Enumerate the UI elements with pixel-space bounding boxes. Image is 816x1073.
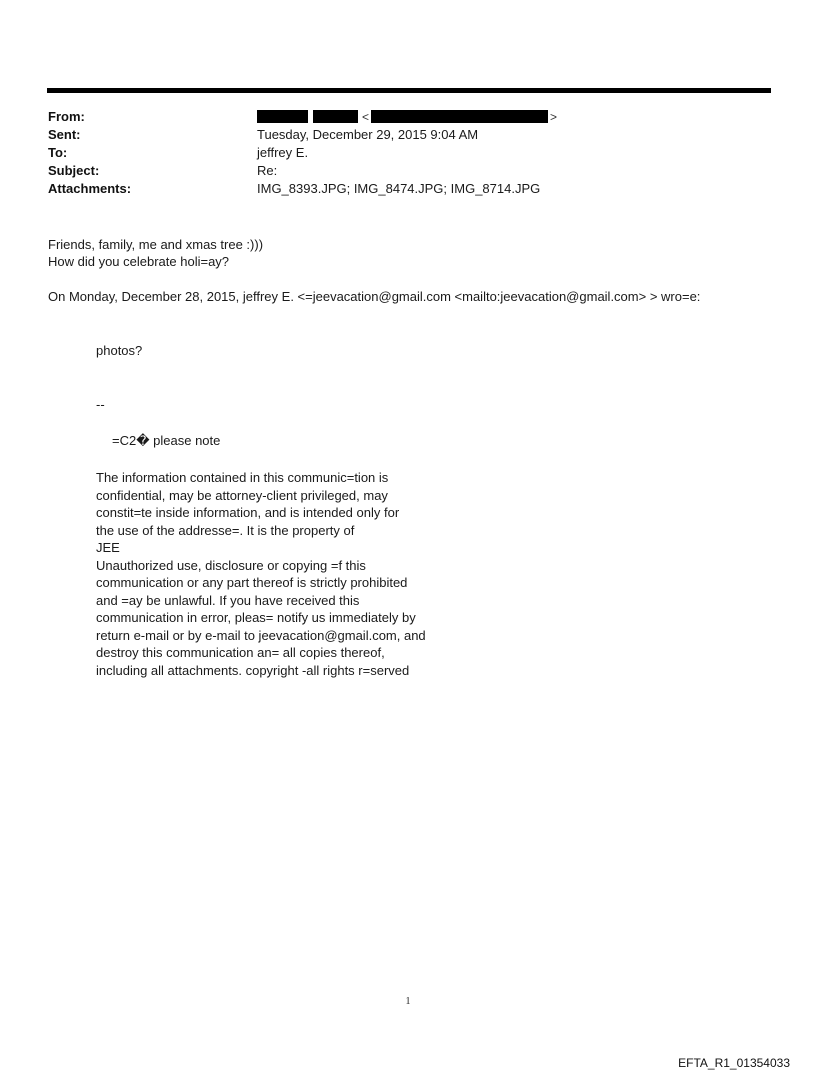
disclaimer-line: constit=te inside information, and is intended only for bbox=[96, 505, 400, 520]
from-label: From: bbox=[48, 109, 85, 124]
disclaimer-line: destroy this communication an= all copies thereof, bbox=[96, 645, 385, 660]
disclaimer-line: return e-mail or by e-mail to jeevacation@gmail.com, and bbox=[96, 627, 426, 643]
from-close-bracket: > bbox=[550, 110, 558, 124]
header-rule bbox=[47, 88, 771, 93]
to-value: jeffrey E. bbox=[257, 145, 309, 160]
quoted-text: photos? bbox=[96, 343, 143, 358]
body-line-1: Friends, family, me and xmas tree :))) bbox=[48, 237, 264, 252]
attachments-label: Attachments: bbox=[48, 181, 132, 196]
redaction-block bbox=[371, 110, 548, 123]
from-open-bracket: < bbox=[362, 110, 370, 124]
disclaimer-line: and =ay be unlawful. If you have received this bbox=[96, 592, 360, 608]
attachments-value: IMG_8393.JPG; IMG_8474.JPG; IMG_8714.JPG bbox=[257, 181, 541, 196]
disclaimer-line: the use of the addresse=. It is the property of bbox=[96, 522, 355, 538]
disclaimer-line: The information contained in this communic=tion is bbox=[96, 470, 389, 485]
subject-label: Subject: bbox=[48, 163, 100, 178]
sent-label: Sent: bbox=[48, 127, 81, 142]
quote-header: On Monday, December 28, 2015, jeffrey E. <=jeevacation@gmail.com <mailto:jeevacation@gmail.com> > wro=e: bbox=[48, 289, 701, 304]
disclaimer-line: communication or any part thereof is strictly prohibited bbox=[96, 575, 408, 590]
signature-separator: -- bbox=[96, 397, 105, 412]
redaction-block bbox=[313, 110, 358, 123]
disclaimer-line: JEE bbox=[96, 540, 120, 555]
sent-value: Tuesday, December 29, 2015 9:04 AM bbox=[257, 127, 479, 142]
bates-number: EFTA_R1_01354033 bbox=[678, 1056, 790, 1070]
please-note: =C2� please note bbox=[112, 433, 221, 448]
body-line-2: How did you celebrate holi=ay? bbox=[48, 254, 230, 269]
disclaimer-line: communication in error, pleas= notify us immediately by bbox=[96, 610, 416, 625]
disclaimer-line: including all attachments. copyright -all rights r=served bbox=[96, 662, 410, 678]
to-label: To: bbox=[48, 145, 68, 160]
page-number: 1 bbox=[405, 996, 411, 1007]
redaction-block bbox=[257, 110, 308, 123]
subject-value: Re: bbox=[257, 163, 278, 178]
disclaimer-line: Unauthorized use, disclosure or copying =f this bbox=[96, 557, 366, 573]
disclaimer-line: confidential, may be attorney-client privileged, may bbox=[96, 487, 388, 503]
